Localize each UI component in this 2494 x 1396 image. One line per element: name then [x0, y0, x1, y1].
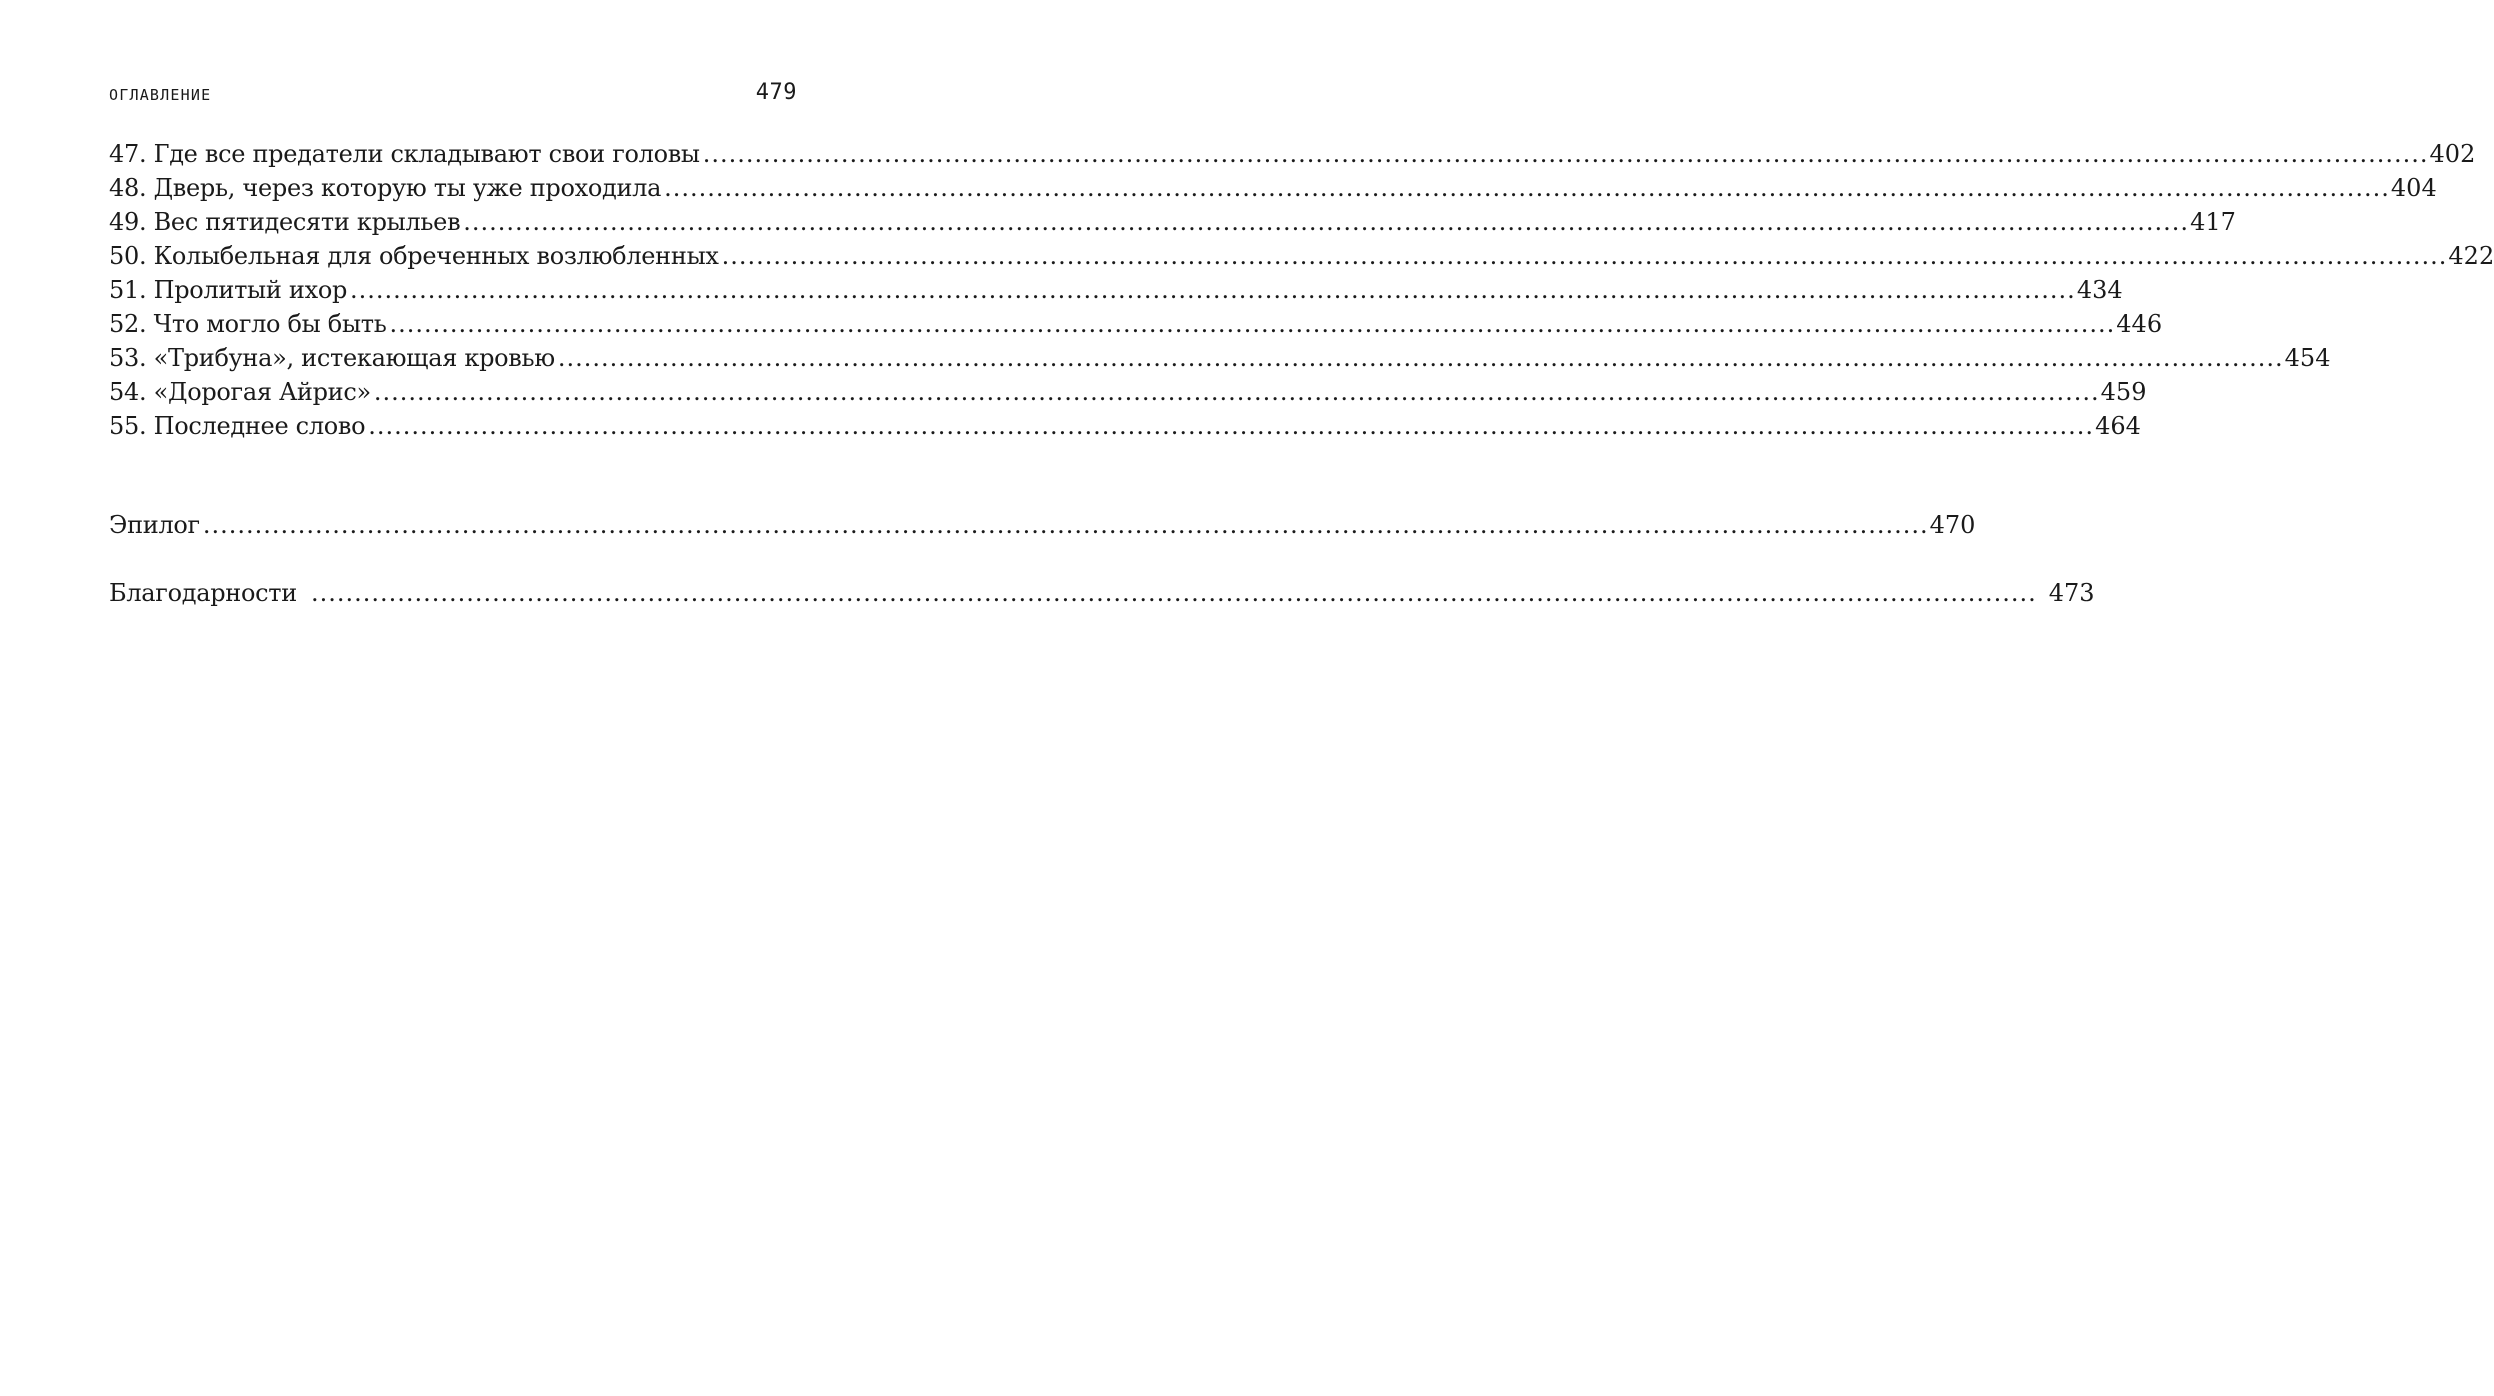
toc-entry-54[interactable] — [109, 375, 2147, 409]
toc-acknowledgements-section — [109, 576, 2095, 610]
running-title: ОГЛАВЛЕНИЕ — [109, 86, 212, 104]
toc-entry-title: 55. Последнее слово — [109, 412, 366, 440]
toc-entry-page: 402 — [2429, 140, 2476, 168]
toc-entry-47[interactable] — [109, 137, 2476, 171]
toc-entry-page: 454 — [2284, 344, 2331, 372]
toc-entry-title: 51. Пролитый ихор — [109, 276, 348, 304]
toc-entry-48[interactable] — [109, 171, 2437, 205]
toc-entry-page: 459 — [2100, 378, 2147, 406]
toc-epilogue-section — [109, 508, 1976, 542]
toc-entry-title: 47. Где все предатели складывают свои головы — [109, 140, 700, 168]
toc-entry-title: 54. «Дорогая Айрис» — [109, 378, 371, 406]
toc-entry-page: 464 — [2095, 412, 2141, 440]
toc-entry-acknowledgements[interactable] — [109, 576, 2095, 610]
toc-entry-page: 446 — [2116, 310, 2163, 338]
toc-entry-title: 50. Колыбельная для обреченных возлюбленных — [109, 242, 719, 270]
dot-leader — [558, 341, 2284, 375]
dot-leader — [350, 273, 2076, 307]
toc-entry-epilogue[interactable] — [109, 508, 1976, 542]
toc-entry-51[interactable] — [109, 273, 2123, 307]
toc-entry-page: 434 — [2076, 276, 2123, 304]
toc-entry-55[interactable] — [109, 409, 2141, 443]
toc-entry-title: 48. Дверь, через которую ты уже проходила — [109, 174, 662, 202]
dot-leader — [374, 375, 2100, 409]
toc-entry-page: 422 — [2448, 242, 2494, 270]
toc-entry-page: 470 — [1929, 511, 1976, 539]
toc-entry-title: Эпилог — [109, 511, 200, 539]
dot-leader — [311, 576, 2037, 610]
dot-leader — [664, 171, 2390, 205]
toc-entry-page: 404 — [2390, 174, 2437, 202]
toc-entry-50[interactable] — [109, 239, 2494, 273]
toc-entry-52[interactable] — [109, 307, 2163, 341]
toc-entry-title: 53. «Трибуна», истекающая кровью — [109, 344, 555, 372]
toc-entry-53[interactable] — [109, 341, 2331, 375]
toc-entry-49[interactable] — [109, 205, 2236, 239]
dot-leader — [703, 137, 2429, 171]
toc-entry-page: 473 — [2048, 579, 2095, 607]
toc-entry-title: 49. Вес пятидесяти крыльев — [109, 208, 461, 236]
dot-leader — [463, 205, 2189, 239]
page-number: 479 — [755, 80, 797, 105]
toc-entry-title: Благодарности — [109, 579, 297, 607]
table-of-contents — [109, 137, 2494, 443]
toc-entry-title: 52. Что могло бы быть — [109, 310, 387, 338]
toc-entry-page: 417 — [2190, 208, 2236, 236]
dot-leader — [722, 239, 2448, 273]
dot-leader — [368, 409, 2094, 443]
dot-leader — [203, 508, 1929, 542]
dot-leader — [390, 307, 2116, 341]
running-head — [109, 80, 797, 110]
